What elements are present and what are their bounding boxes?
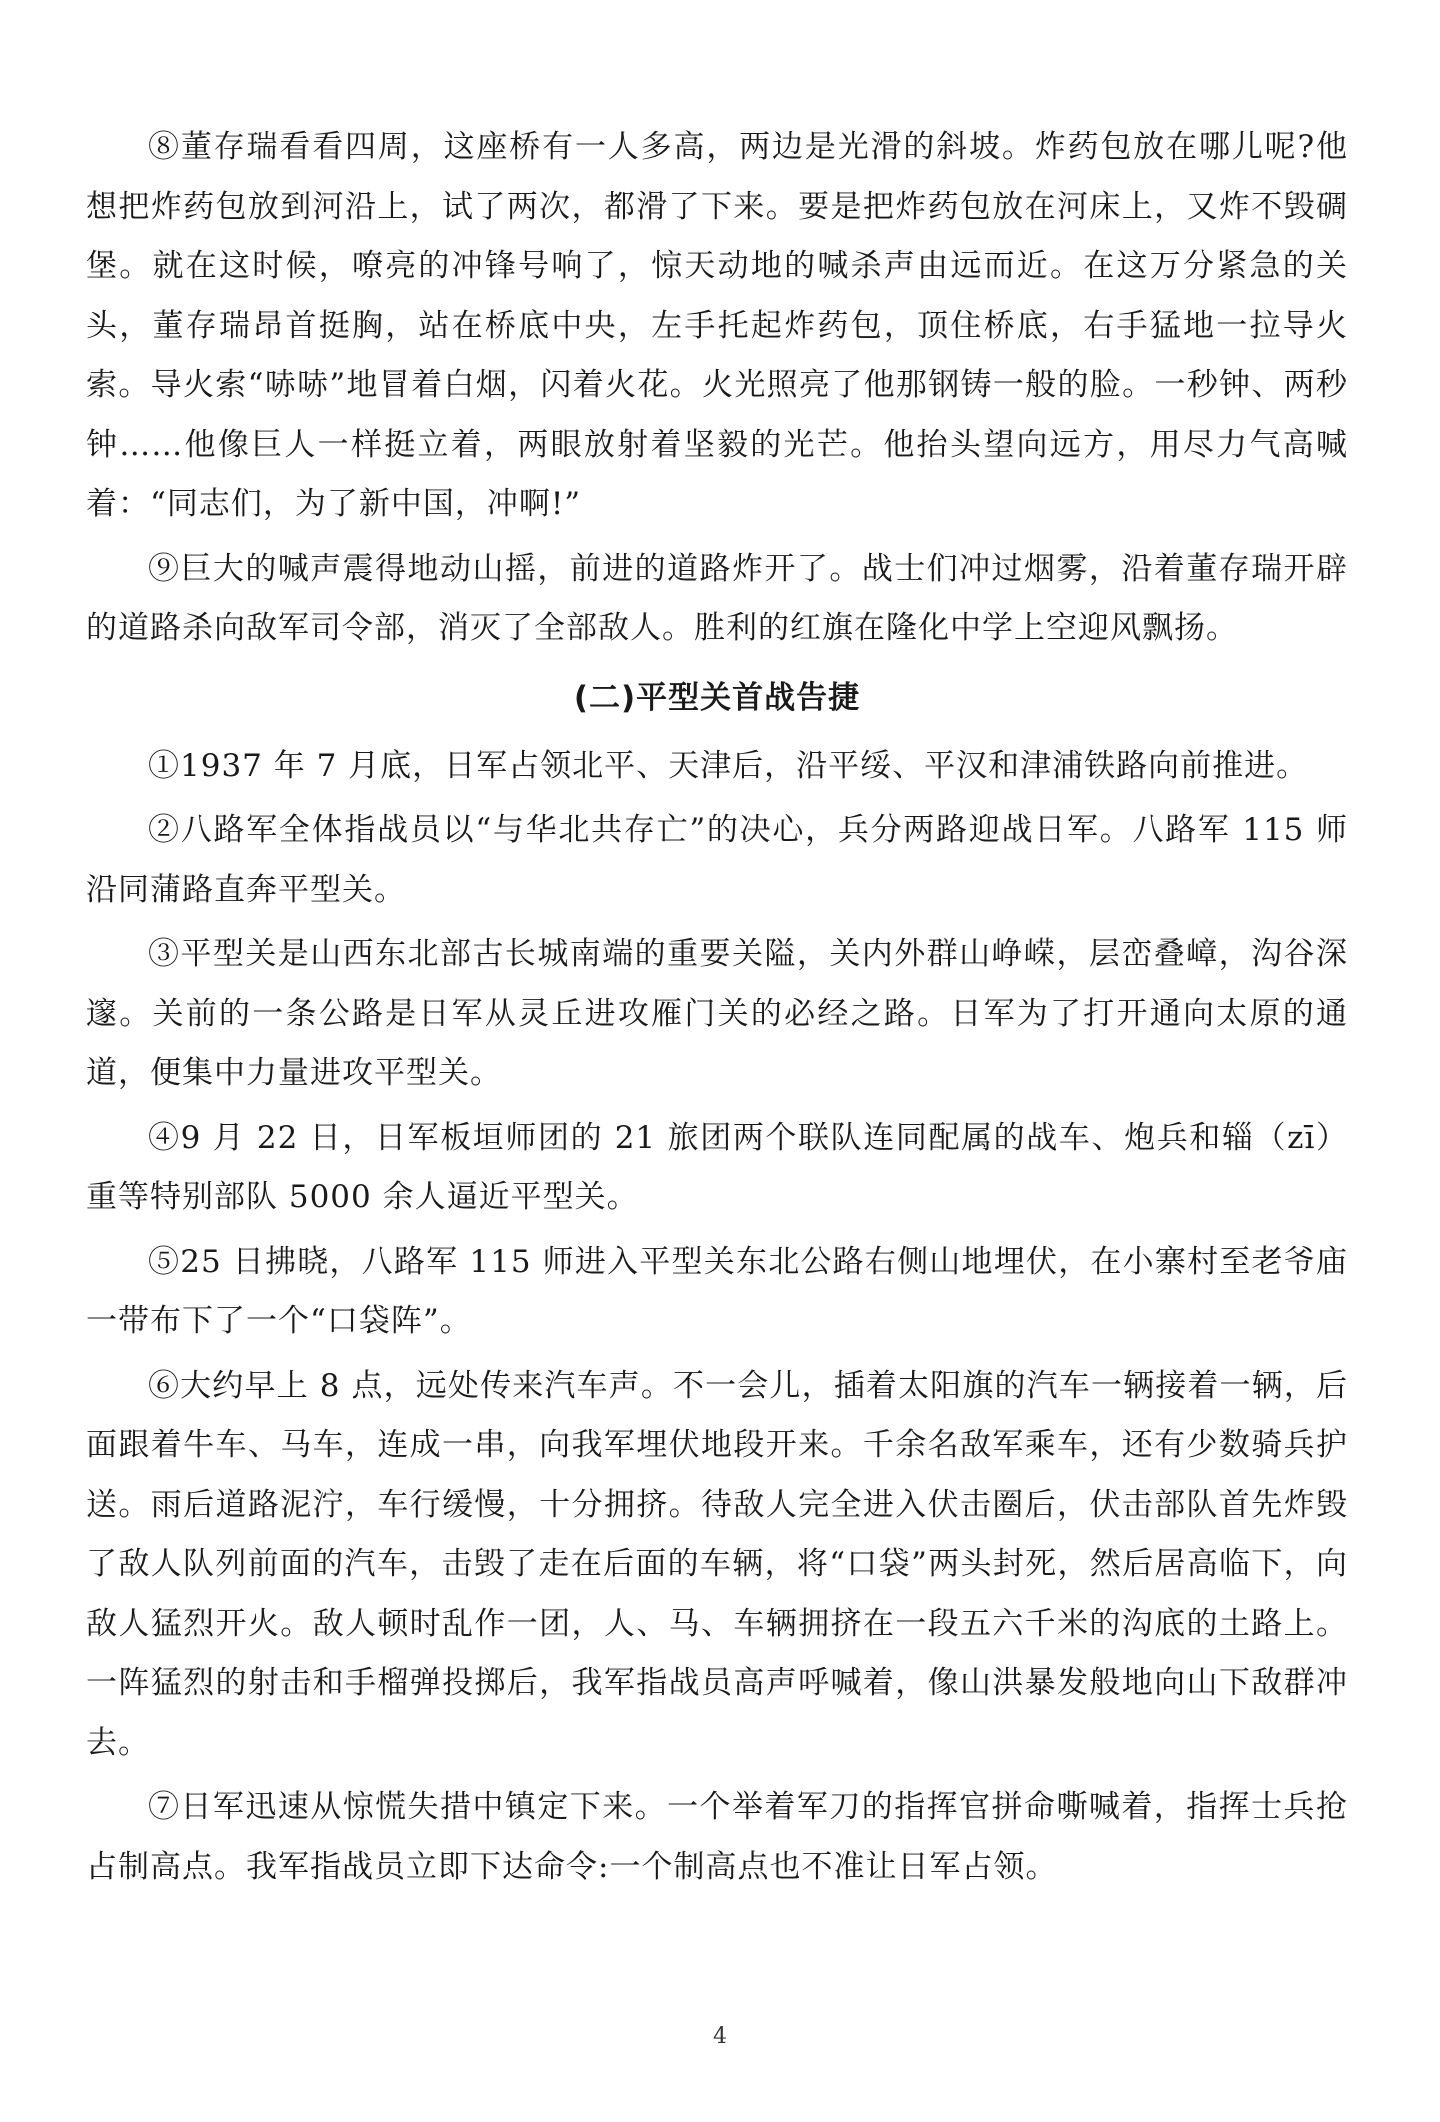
section-title: (二)平型关首战告捷 — [573, 679, 861, 716]
paragraph-2: ②八路军全体指战员以“与华北共存亡”的决心，兵分两路迎战日军。八路军 115 师沿同蒲路直奔平型关。 — [86, 812, 1348, 908]
paragraph-7: ⑦日军迅速从惊慌失措中镇定下来。一个举着军刀的指挥官拼命嘶喊着，指挥士兵抢占制高点。我军指战员立即下达命令:一个制高点也不准让日军占领。 — [86, 1789, 1348, 1885]
paragraph-1: ①1937 年 7 月底，日军占领北平、天津后，沿平绥、平汉和津浦铁路向前推进。 — [148, 747, 1309, 784]
paragraph-6: ⑥大约早上 8 点，远处传来汽车声。不一会儿，插着太阳旗的汽车一辆接着一辆，后面跟着牛车、马车，连成一串，向我军埋伏地段开来。千余名敌军乘车，还有少数骑兵护送。雨后道路泥泞，车行缓慢，十分拥挤。待敌人完全进入伏击圈后，伏击部队首先炸毁了敌人队列前面的汽车，击毁了走在后面的车辆，将“口袋”两头封死，然后居高临下，向敌人猛烈开火。敌人顿时乱作一团，人、马、车辆拥挤在一段五六千米的沟底的土路上。一阵猛烈的射击和手榴弹投掷后，我军指战员高声呼喊着，像山洪暴发般地向山下敌群冲去。 — [86, 1367, 1348, 1761]
paragraph-4: ④9 月 22 日，日军板垣师团的 21 旅团两个联队连同配属的战车、炮兵和辎（zī）重等特别部队 5000 余人逼近平型关。 — [86, 1119, 1348, 1215]
paragraph-3: ③平型关是山西东北部古长城南端的重要关隘，关内外群山峥嵘，层峦叠嶂，沟谷深邃。关前的一条公路是日军从灵丘进攻雁门关的必经之路。日军为了打开通向太原的通道，便集中力量进攻平型关。 — [86, 936, 1348, 1091]
document-page — [86, 118, 1348, 1897]
paragraph-5: ⑤25 日拂晓，八路军 115 师进入平型关东北公路右侧山地埋伏，在小寨村至老爷庙一带布下了一个“口袋阵”。 — [86, 1243, 1348, 1339]
page-number: 4 — [713, 2024, 727, 2049]
paragraph-8: ⑧董存瑞看看四周，这座桥有一人多高，两边是光滑的斜坡。炸药包放在哪儿呢?他想把炸药包放到河沿上，试了两次，都滑了下来。要是把炸药包放在河床上，又炸不毁碉堡。就在这时候，嘹亮的冲锋号响了，惊天动地的喊杀声由远而近。在这万分紧急的关头，董存瑞昂首挺胸，站在桥底中央，左手托起炸药包，顶住桥底，右手猛地一拉导火索。导火索“哧哧”地冒着白烟，闪着火花。火光照亮了他那钢铸一般的脸。一秒钟、两秒钟……他像巨人一样挺立着，两眼放射着坚毅的光芒。他抬头望向远方，用尽力气高喊着：“同志们，为了新中国，冲啊!” — [86, 129, 1348, 522]
paragraph-9: ⑨巨大的喊声震得地动山摇，前进的道路炸开了。战士们冲过烟雾，沿着董存瑞开辟的道路杀向敌军司令部，消灭了全部敌人。胜利的红旗在隆化中学上空迎风飘扬。 — [86, 550, 1348, 646]
